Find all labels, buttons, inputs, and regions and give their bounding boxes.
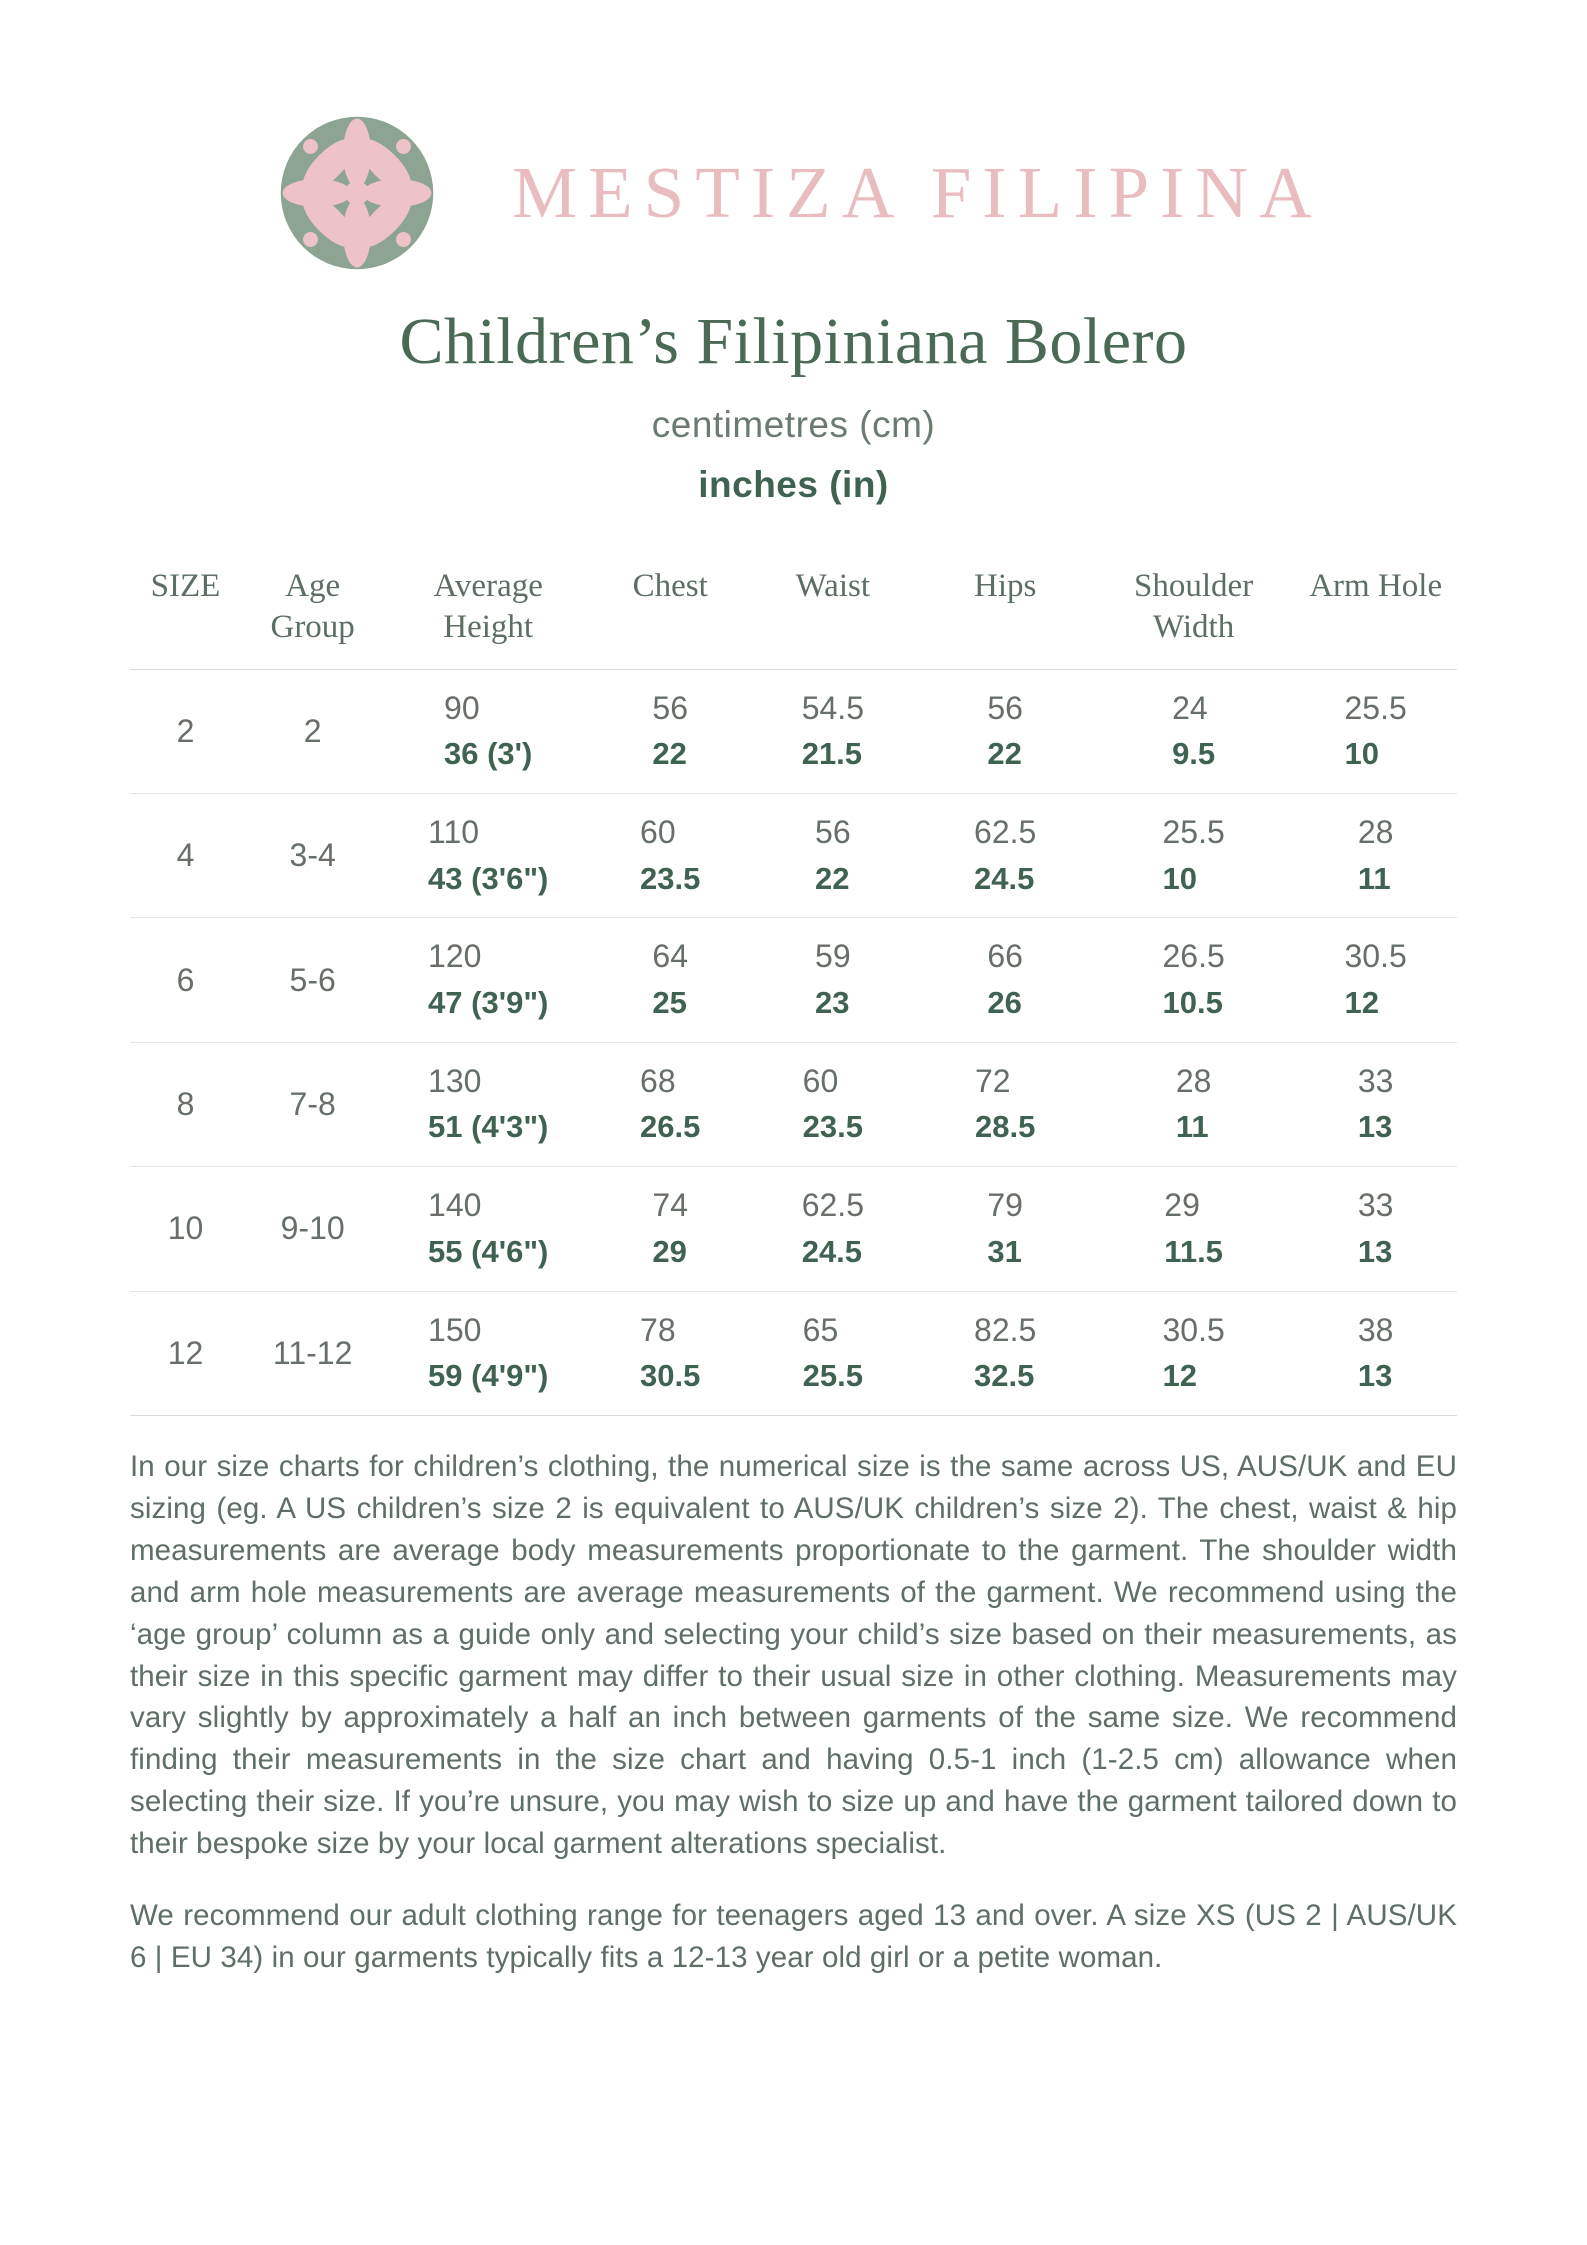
waist-in: 22 bbox=[815, 860, 850, 896]
hips-cm: 62.5 bbox=[974, 813, 1037, 850]
cell-shoulder bbox=[1093, 918, 1294, 1042]
armhole-in: 11 bbox=[1357, 860, 1391, 896]
unit-label-cm: centimetres (cm) bbox=[651, 404, 936, 445]
table-row bbox=[130, 1042, 1457, 1166]
column-header-height: Average Height bbox=[384, 544, 592, 669]
age-value: 3-4 bbox=[289, 837, 336, 874]
hips-cm: 72 bbox=[974, 1062, 1011, 1099]
hips-in: 24.5 bbox=[974, 860, 1035, 896]
armhole-in: 13 bbox=[1357, 1233, 1393, 1269]
brand-header bbox=[130, 100, 1457, 286]
table-row bbox=[130, 1291, 1457, 1415]
cell-chest bbox=[592, 1167, 748, 1291]
height-cm: 120 bbox=[428, 938, 482, 975]
cell-waist bbox=[748, 1042, 917, 1166]
shoulder-cm: 24 bbox=[1172, 689, 1208, 726]
brand-name: MESTIZA FILIPINA bbox=[512, 152, 1323, 233]
cell-age bbox=[241, 669, 384, 793]
armhole-in: 12 bbox=[1344, 984, 1379, 1020]
waist-in: 23 bbox=[815, 984, 850, 1020]
column-header-chest: Chest bbox=[592, 544, 748, 669]
age-value: 9-10 bbox=[280, 1210, 345, 1247]
shoulder-in: 9.5 bbox=[1172, 736, 1216, 772]
cell-waist bbox=[748, 918, 917, 1042]
chest-in: 25 bbox=[652, 984, 687, 1020]
cell-size bbox=[130, 669, 241, 793]
cell-height bbox=[384, 918, 592, 1042]
hips-cm: 66 bbox=[987, 938, 1023, 975]
cell-height bbox=[384, 793, 592, 917]
height-in: 43 (3'6") bbox=[428, 860, 549, 896]
chest-cm: 78 bbox=[640, 1311, 676, 1348]
hips-cm: 82.5 bbox=[974, 1311, 1037, 1348]
height-cm: 110 bbox=[428, 813, 480, 850]
waist-in: 23.5 bbox=[802, 1109, 864, 1145]
armhole-cm: 33 bbox=[1357, 1062, 1394, 1099]
cell-waist bbox=[748, 1291, 917, 1415]
hips-in: 26 bbox=[987, 984, 1022, 1020]
unit-label-in: inches (in) bbox=[698, 464, 889, 505]
cell-shoulder bbox=[1093, 1291, 1294, 1415]
shoulder-cm: 25.5 bbox=[1162, 813, 1225, 850]
armhole-in: 13 bbox=[1357, 1358, 1393, 1394]
cell-hips bbox=[917, 1167, 1093, 1291]
hips-in: 22 bbox=[987, 736, 1022, 772]
column-header-shoulder: Shoulder Width bbox=[1093, 544, 1294, 669]
cell-waist bbox=[748, 1167, 917, 1291]
size-value: 6 bbox=[176, 961, 195, 998]
waist-in: 24.5 bbox=[801, 1233, 863, 1269]
armhole-in: 13 bbox=[1357, 1109, 1393, 1145]
armhole-cm: 28 bbox=[1357, 813, 1394, 850]
cell-chest bbox=[592, 669, 748, 793]
waist-cm: 59 bbox=[815, 938, 851, 975]
cell-armhole bbox=[1294, 793, 1457, 917]
chest-cm: 74 bbox=[652, 1187, 688, 1224]
height-in: 36 (3') bbox=[444, 736, 533, 772]
column-header-size: SIZE bbox=[130, 544, 241, 669]
cell-height bbox=[384, 669, 592, 793]
shoulder-in: 11 bbox=[1175, 1109, 1209, 1145]
table-row bbox=[130, 1167, 1457, 1291]
height-in: 51 (4'3") bbox=[428, 1109, 549, 1145]
waist-cm: 60 bbox=[802, 1062, 839, 1099]
cell-age bbox=[241, 1167, 384, 1291]
armhole-cm: 33 bbox=[1357, 1187, 1394, 1224]
hips-in: 28.5 bbox=[974, 1109, 1036, 1145]
cell-hips bbox=[917, 918, 1093, 1042]
cell-hips bbox=[917, 1042, 1093, 1166]
cell-size bbox=[130, 1291, 241, 1415]
height-cm: 140 bbox=[428, 1187, 482, 1224]
height-cm: 90 bbox=[444, 689, 480, 726]
cell-age bbox=[241, 1291, 384, 1415]
cell-height bbox=[384, 1042, 592, 1166]
cell-size bbox=[130, 1042, 241, 1166]
column-header-hips: Hips bbox=[917, 544, 1093, 669]
size-value: 10 bbox=[167, 1210, 204, 1247]
age-value: 11-12 bbox=[272, 1334, 353, 1371]
cell-waist bbox=[748, 669, 917, 793]
column-header-waist: Waist bbox=[748, 544, 917, 669]
cell-height bbox=[384, 1291, 592, 1415]
chest-cm: 56 bbox=[652, 689, 688, 726]
cell-armhole bbox=[1294, 1042, 1457, 1166]
size-value: 12 bbox=[167, 1334, 204, 1371]
age-value: 2 bbox=[303, 712, 322, 749]
cell-size bbox=[130, 918, 241, 1042]
shoulder-cm: 29 bbox=[1164, 1187, 1200, 1224]
cell-shoulder bbox=[1093, 1042, 1294, 1166]
height-cm: 130 bbox=[428, 1062, 482, 1099]
size-value: 2 bbox=[176, 712, 195, 749]
note-paragraph-1: In our size charts for children’s clothing, the numerical size is the same across US, AUS/UK and EU sizing (eg. A US children’s size 2 is equivalent to AUS/UK children’s size 2). The chest, waist & hip measurements are average body measurements proportionate to the garment. The shoulder width and arm hole measurements are average measurements of the garment. We recommend using the ‘age group’ column as a guide only and selecting your child’s size based on their measurements, as their size in this specific garment may differ to their usual size in other clothing. Measurements may vary slightly by approximately a half an inch between garments of the same size. We recommend finding their measurements in the size chart and having 0.5-1 inch (1-2.5 cm) allowance when selecting their size. If you’re unsure, you may wish to size up and have the garment tailored down to their bespoke size by your local garment alterations specialist. bbox=[130, 1450, 1457, 1860]
cell-age bbox=[241, 793, 384, 917]
chest-in: 26.5 bbox=[640, 1109, 701, 1145]
table-row bbox=[130, 918, 1457, 1042]
notes-section bbox=[130, 1446, 1457, 1979]
table-row bbox=[130, 669, 1457, 793]
cell-size bbox=[130, 793, 241, 917]
chest-in: 30.5 bbox=[640, 1358, 701, 1394]
shoulder-in: 12 bbox=[1162, 1358, 1197, 1394]
cell-shoulder bbox=[1093, 669, 1294, 793]
cell-armhole bbox=[1294, 1291, 1457, 1415]
cell-chest bbox=[592, 918, 748, 1042]
cell-chest bbox=[592, 1291, 748, 1415]
waist-in: 21.5 bbox=[801, 736, 863, 772]
cell-hips bbox=[917, 1291, 1093, 1415]
waist-cm: 62.5 bbox=[801, 1187, 864, 1224]
table-row bbox=[130, 793, 1457, 917]
age-value: 5-6 bbox=[289, 961, 336, 998]
chest-cm: 68 bbox=[640, 1062, 676, 1099]
cell-chest bbox=[592, 1042, 748, 1166]
cell-armhole bbox=[1294, 669, 1457, 793]
size-value: 4 bbox=[176, 837, 195, 874]
cell-age bbox=[241, 918, 384, 1042]
column-header-age: Age Group bbox=[241, 544, 384, 669]
cell-waist bbox=[748, 793, 917, 917]
cell-height bbox=[384, 1167, 592, 1291]
height-in: 55 (4'6") bbox=[428, 1233, 549, 1269]
hips-in: 31 bbox=[987, 1233, 1022, 1269]
shoulder-in: 10.5 bbox=[1162, 984, 1223, 1020]
height-in: 47 (3'9") bbox=[428, 984, 549, 1020]
shoulder-cm: 26.5 bbox=[1162, 938, 1225, 975]
cell-hips bbox=[917, 793, 1093, 917]
height-cm: 150 bbox=[428, 1311, 482, 1348]
hips-cm: 56 bbox=[987, 689, 1023, 726]
shoulder-cm: 28 bbox=[1175, 1062, 1212, 1099]
chest-cm: 60 bbox=[640, 813, 676, 850]
cell-shoulder bbox=[1093, 793, 1294, 917]
cell-age bbox=[241, 1042, 384, 1166]
armhole-cm: 38 bbox=[1357, 1311, 1394, 1348]
armhole-cm: 30.5 bbox=[1344, 938, 1407, 975]
cell-chest bbox=[592, 793, 748, 917]
hips-cm: 79 bbox=[987, 1187, 1023, 1224]
shoulder-in: 10 bbox=[1162, 860, 1197, 896]
table-header-row bbox=[130, 544, 1457, 669]
page-title: Children’s Filipiniana Bolero bbox=[399, 305, 1188, 378]
cell-armhole bbox=[1294, 1167, 1457, 1291]
cell-shoulder bbox=[1093, 1167, 1294, 1291]
cell-size bbox=[130, 1167, 241, 1291]
waist-cm: 56 bbox=[815, 813, 851, 850]
size-value: 8 bbox=[176, 1086, 195, 1123]
shoulder-cm: 30.5 bbox=[1162, 1311, 1225, 1348]
flower-rosette-logo bbox=[264, 100, 450, 286]
age-value: 7-8 bbox=[289, 1086, 336, 1123]
hips-in: 32.5 bbox=[974, 1358, 1035, 1394]
column-header-armhole: Arm Hole bbox=[1294, 544, 1457, 669]
armhole-in: 10 bbox=[1344, 736, 1379, 772]
waist-in: 25.5 bbox=[802, 1358, 864, 1394]
chest-in: 29 bbox=[652, 1233, 687, 1269]
shoulder-in: 11.5 bbox=[1164, 1233, 1223, 1269]
chest-in: 22 bbox=[652, 736, 687, 772]
size-chart-table bbox=[130, 544, 1457, 1416]
waist-cm: 65 bbox=[802, 1311, 839, 1348]
height-in: 59 (4'9") bbox=[428, 1358, 549, 1394]
note-paragraph-2: We recommend our adult clothing range for teenagers aged 13 and over. A size XS (US 2 | AUS/UK 6 | EU 34) in our garments typically fits a 12-13 year old girl or a petite woman. bbox=[130, 1898, 1457, 1974]
waist-cm: 54.5 bbox=[801, 689, 864, 726]
chest-in: 23.5 bbox=[640, 860, 701, 896]
armhole-cm: 25.5 bbox=[1344, 689, 1407, 726]
cell-hips bbox=[917, 669, 1093, 793]
cell-armhole bbox=[1294, 918, 1457, 1042]
chest-cm: 64 bbox=[652, 938, 688, 975]
